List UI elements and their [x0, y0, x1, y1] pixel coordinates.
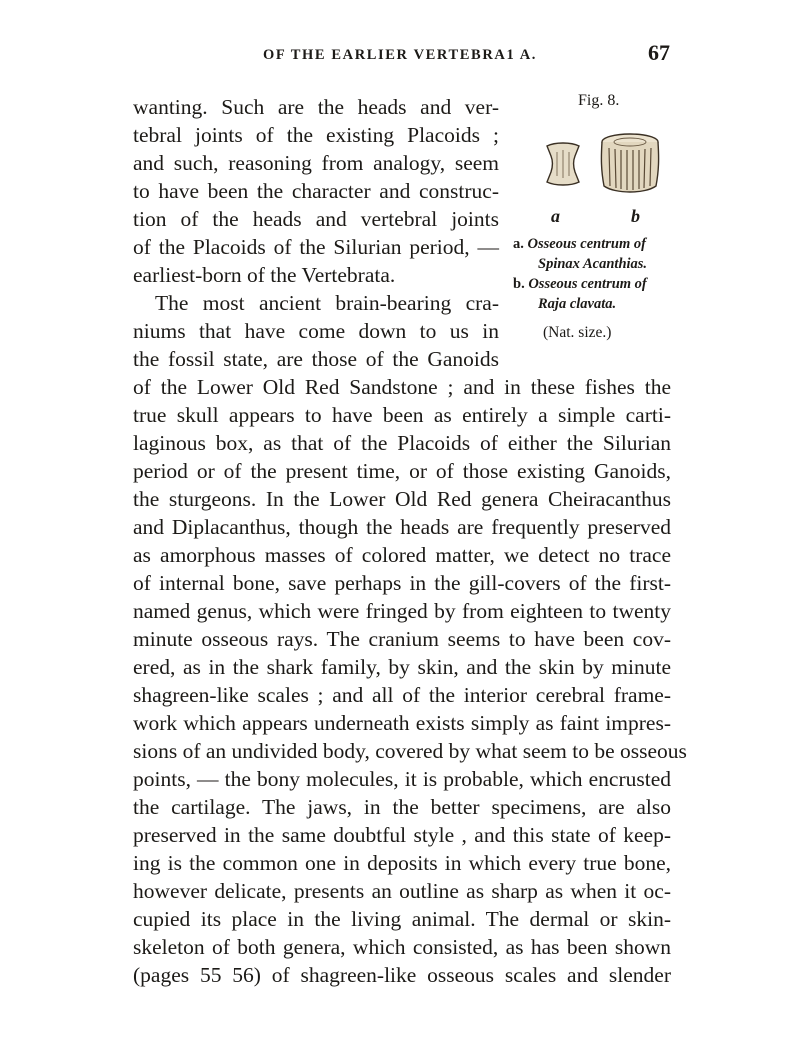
- text-line: (pages 55 56) of shagreen-like osseous scales and slender: [133, 963, 671, 987]
- text-line: ing is the common one in deposits in which every true bone,: [133, 851, 671, 875]
- text-line: named genus, which were fringed by from eighteen to twenty: [133, 599, 671, 623]
- figure-8-illustration: [535, 128, 675, 200]
- text-line: to have been the character and construc-: [133, 179, 499, 203]
- running-title: OF THE EARLIER VERTEBRA1 A.: [262, 47, 538, 63]
- legend-text-a-line1: Osseous centrum of: [527, 236, 646, 252]
- legend-key-b: b.: [513, 276, 525, 292]
- text-line: and Diplacanthus, though the heads are frequently preserved: [133, 515, 671, 539]
- legend-item-a: [513, 234, 647, 274]
- text-line: sions of an undivided body, covered by what seem to be osseous: [133, 739, 687, 763]
- figure-scale-note: (Nat. size.): [543, 324, 612, 341]
- legend-text-b-line1: Osseous centrum of: [528, 276, 647, 292]
- page-number: 67: [648, 40, 670, 65]
- text-line: wanting. Such are the heads and ver-: [133, 95, 499, 119]
- text-line: ered, as in the shark family, by skin, and the skin by minute: [133, 655, 671, 679]
- centrum-b-drawing: [601, 134, 658, 192]
- text-line: The most ancient brain-bearing cra-: [155, 291, 499, 315]
- text-line: and such, reasoning from analogy, seem: [133, 151, 499, 175]
- text-line: preserved in the same doubtful style , and this state of keep-: [133, 823, 671, 847]
- text-line: however delicate, presents an outline as sharp as when it oc-: [133, 879, 671, 903]
- text-line: minute osseous rays. The cranium seems to have been cov-: [133, 627, 671, 651]
- text-line: work which appears underneath exists simply as faint impres-: [133, 711, 671, 735]
- centrum-a-drawing: [547, 143, 579, 185]
- text-line: laginous box, as that of the Placoids of either the Silurian: [133, 431, 671, 455]
- text-line: tion of the heads and vertebral joints: [133, 207, 499, 231]
- text-line: period or of the present time, or of those existing Ganoids,: [133, 459, 671, 483]
- text-line: of the Placoids of the Silurian period, —: [133, 235, 499, 259]
- text-line: skeleton of both genera, which consisted, as has been shown: [133, 935, 671, 959]
- figure-label-a: a: [551, 206, 560, 226]
- legend-key-a: a.: [513, 236, 524, 252]
- legend-text-a-line2: Spinax Acanthias.: [538, 256, 648, 272]
- text-line: the fossil state, are those of the Ganoids: [133, 347, 499, 371]
- text-line: niums that have come down to us in: [133, 319, 499, 343]
- legend-item-b: [513, 274, 647, 314]
- figure-label-b: b: [631, 206, 640, 226]
- text-line: points, — the bony molecules, it is probable, which encrusted: [133, 767, 671, 791]
- figure-title: Fig. 8.: [578, 92, 620, 109]
- text-line: of internal bone, save perhaps in the gill-covers of the first-: [133, 571, 671, 595]
- text-line: the sturgeons. In the Lower Old Red genera Cheiracanthus: [133, 487, 671, 511]
- text-line: of the Lower Old Red Sandstone ; and in these fishes the: [133, 375, 671, 399]
- text-line: earliest-born of the Vertebrata.: [133, 263, 396, 287]
- legend-text-b-line2: Raja clavata.: [538, 296, 617, 312]
- text-line: shagreen-like scales ; and all of the interior cerebral frame-: [133, 683, 671, 707]
- text-line: tebral joints of the existing Placoids ;: [133, 123, 499, 147]
- text-line: true skull appears to have been as entirely a simple carti-: [133, 403, 671, 427]
- text-line: as amorphous masses of colored matter, we detect no trace: [133, 543, 671, 567]
- text-line: the cartilage. The jaws, in the better specimens, are also: [133, 795, 671, 819]
- text-line: cupied its place in the living animal. The dermal or skin-: [133, 907, 671, 931]
